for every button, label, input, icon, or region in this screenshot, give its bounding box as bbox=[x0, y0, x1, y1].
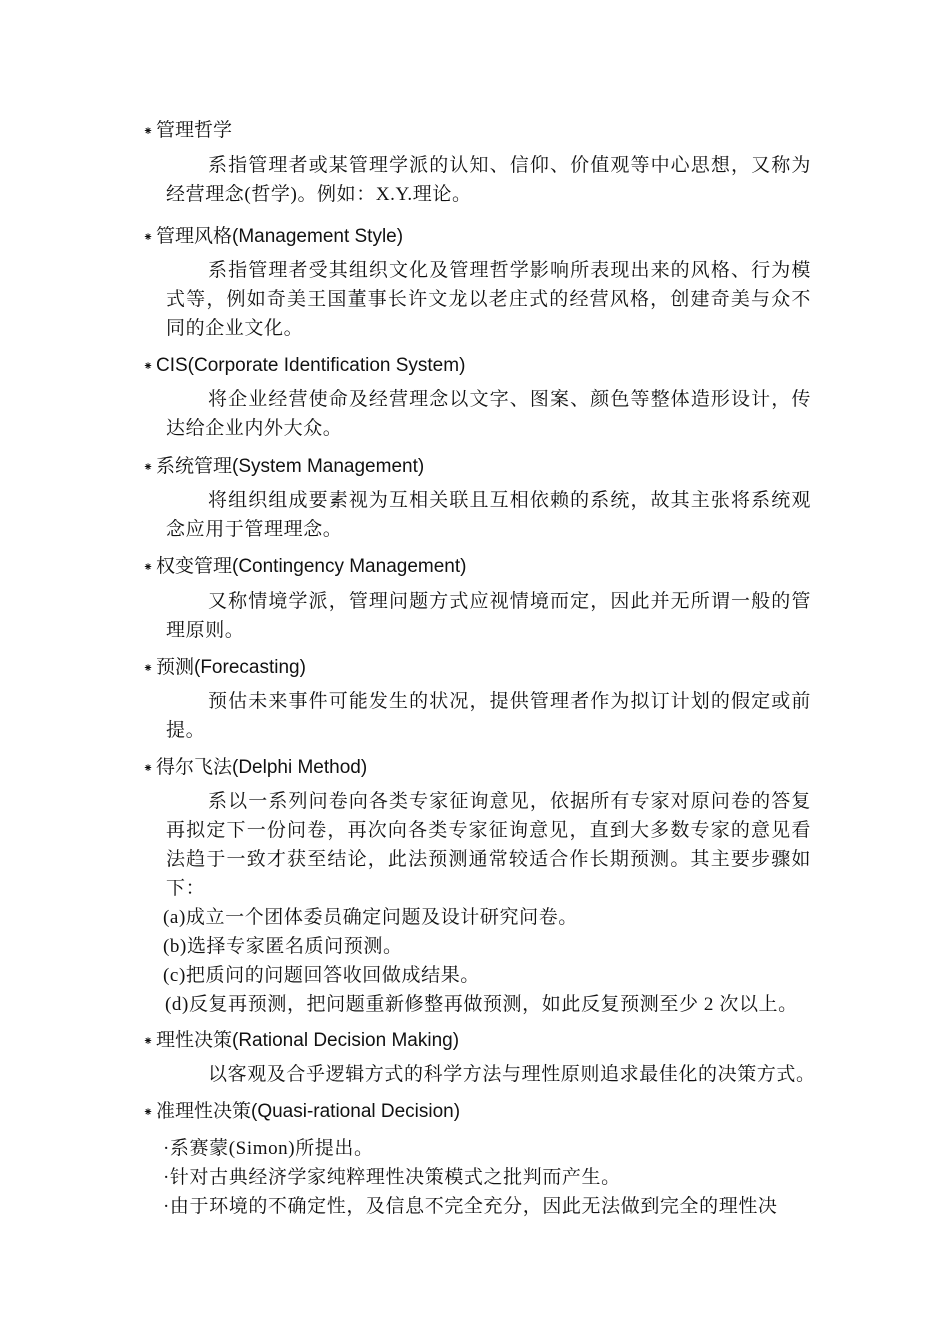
list-item: (c)把质问的问题回答收回做成结果。 bbox=[163, 965, 480, 986]
list-item: (d)反复再预测，把问题重新修整再做预测，如此反复预测至少 2 次以上。 bbox=[165, 994, 798, 1015]
asterism-icon: ⁕ bbox=[143, 761, 154, 775]
asterism-icon: ⁕ bbox=[143, 359, 154, 373]
entry-body bbox=[166, 151, 811, 209]
entry-title: 系统管理(System Management) bbox=[156, 456, 425, 477]
entry-body-text: 将组织组成要素视为互相关联且互相依赖的系统，故其主张将系统观念应用于管理理念。 bbox=[166, 490, 811, 540]
entry-body bbox=[166, 256, 811, 343]
entry-title: 权变管理(Contingency Management) bbox=[156, 556, 467, 577]
entry-body bbox=[166, 385, 811, 443]
entry-title: CIS(Corporate Identification System) bbox=[156, 355, 466, 376]
entry-body bbox=[166, 1060, 826, 1089]
entry-body-text: 以客观及合乎逻辑方式的科学方法与理性原则追求最佳化的决策方式。 bbox=[208, 1064, 816, 1085]
entry-body bbox=[166, 486, 811, 544]
list-item: (b)选择专家匿名质问预测。 bbox=[163, 936, 403, 957]
entry-body bbox=[166, 587, 811, 645]
entry-body-text: 系指管理者或某管理学派的认知、信仰、价值观等中心思想，又称为经营理念(哲学)。例如：X.Y.理论。 bbox=[166, 155, 811, 205]
asterism-icon: ⁕ bbox=[143, 560, 154, 574]
list-item: ·由于环境的不确定性，及信息不完全充分，因此无法做到完全的理性决 bbox=[163, 1196, 778, 1217]
entry-body-text: 预估未来事件可能发生的状况，提供管理者作为拟订计划的假定或前提。 bbox=[166, 691, 811, 741]
entry-heading bbox=[143, 1100, 460, 1124]
entry-title: 理性决策(Rational Decision Making) bbox=[156, 1030, 460, 1051]
list-item: ·针对古典经济学家纯粹理性决策模式之批判而产生。 bbox=[163, 1167, 621, 1188]
quasi-rational-bullets bbox=[163, 1134, 823, 1221]
entry-body-text: 又称情境学派，管理问题方式应视情境而定，因此并无所谓一般的管理原则。 bbox=[166, 591, 811, 641]
entry-body-text: 系指管理者受其组织文化及管理哲学影响所表现出来的风格、行为模式等，例如奇美王国董事长许文龙以老庄式的经营风格，创建奇美与众不同的企业文化。 bbox=[166, 260, 811, 339]
asterism-icon: ⁕ bbox=[143, 661, 154, 675]
entry-title: 管理风格(Management Style) bbox=[156, 226, 404, 247]
entry-heading bbox=[143, 225, 403, 249]
delphi-steps-list bbox=[163, 903, 823, 1019]
list-item: ·系赛蒙(Simon)所提出。 bbox=[163, 1138, 374, 1159]
entry-heading bbox=[143, 354, 465, 378]
asterism-icon: ⁕ bbox=[143, 230, 154, 244]
entry-body-text: 将企业经营使命及经营理念以文字、图案、颜色等整体造形设计，传达给企业内外大众。 bbox=[166, 389, 811, 439]
entry-title: 准理性决策(Quasi-rational Decision) bbox=[156, 1101, 461, 1122]
asterism-icon: ⁕ bbox=[143, 124, 154, 138]
entry-title: 管理哲学 bbox=[156, 120, 233, 141]
entry-heading bbox=[143, 455, 424, 479]
entry-heading bbox=[143, 756, 367, 780]
entry-body bbox=[166, 787, 811, 903]
entry-heading bbox=[143, 119, 232, 143]
entry-title: 得尔飞法(Delphi Method) bbox=[156, 757, 368, 778]
entry-body bbox=[166, 687, 811, 745]
entry-heading bbox=[143, 1029, 459, 1053]
entry-heading bbox=[143, 555, 466, 579]
entry-body-text: 系以一系列问卷向各类专家征询意见，依据所有专家对原问卷的答复再拟定下一份问卷，再次向各类专家征询意见，直到大多数专家的意见看法趋于一致才获至结论，此法预测通常较适合作长期预测。其主要步骤如下： bbox=[166, 791, 811, 899]
asterism-icon: ⁕ bbox=[143, 1105, 154, 1119]
entry-title: 预测(Forecasting) bbox=[156, 657, 306, 678]
asterism-icon: ⁕ bbox=[143, 460, 154, 474]
entry-heading bbox=[143, 656, 306, 680]
asterism-icon: ⁕ bbox=[143, 1034, 154, 1048]
list-item: (a)成立一个团体委员确定问题及设计研究问卷。 bbox=[163, 907, 578, 928]
